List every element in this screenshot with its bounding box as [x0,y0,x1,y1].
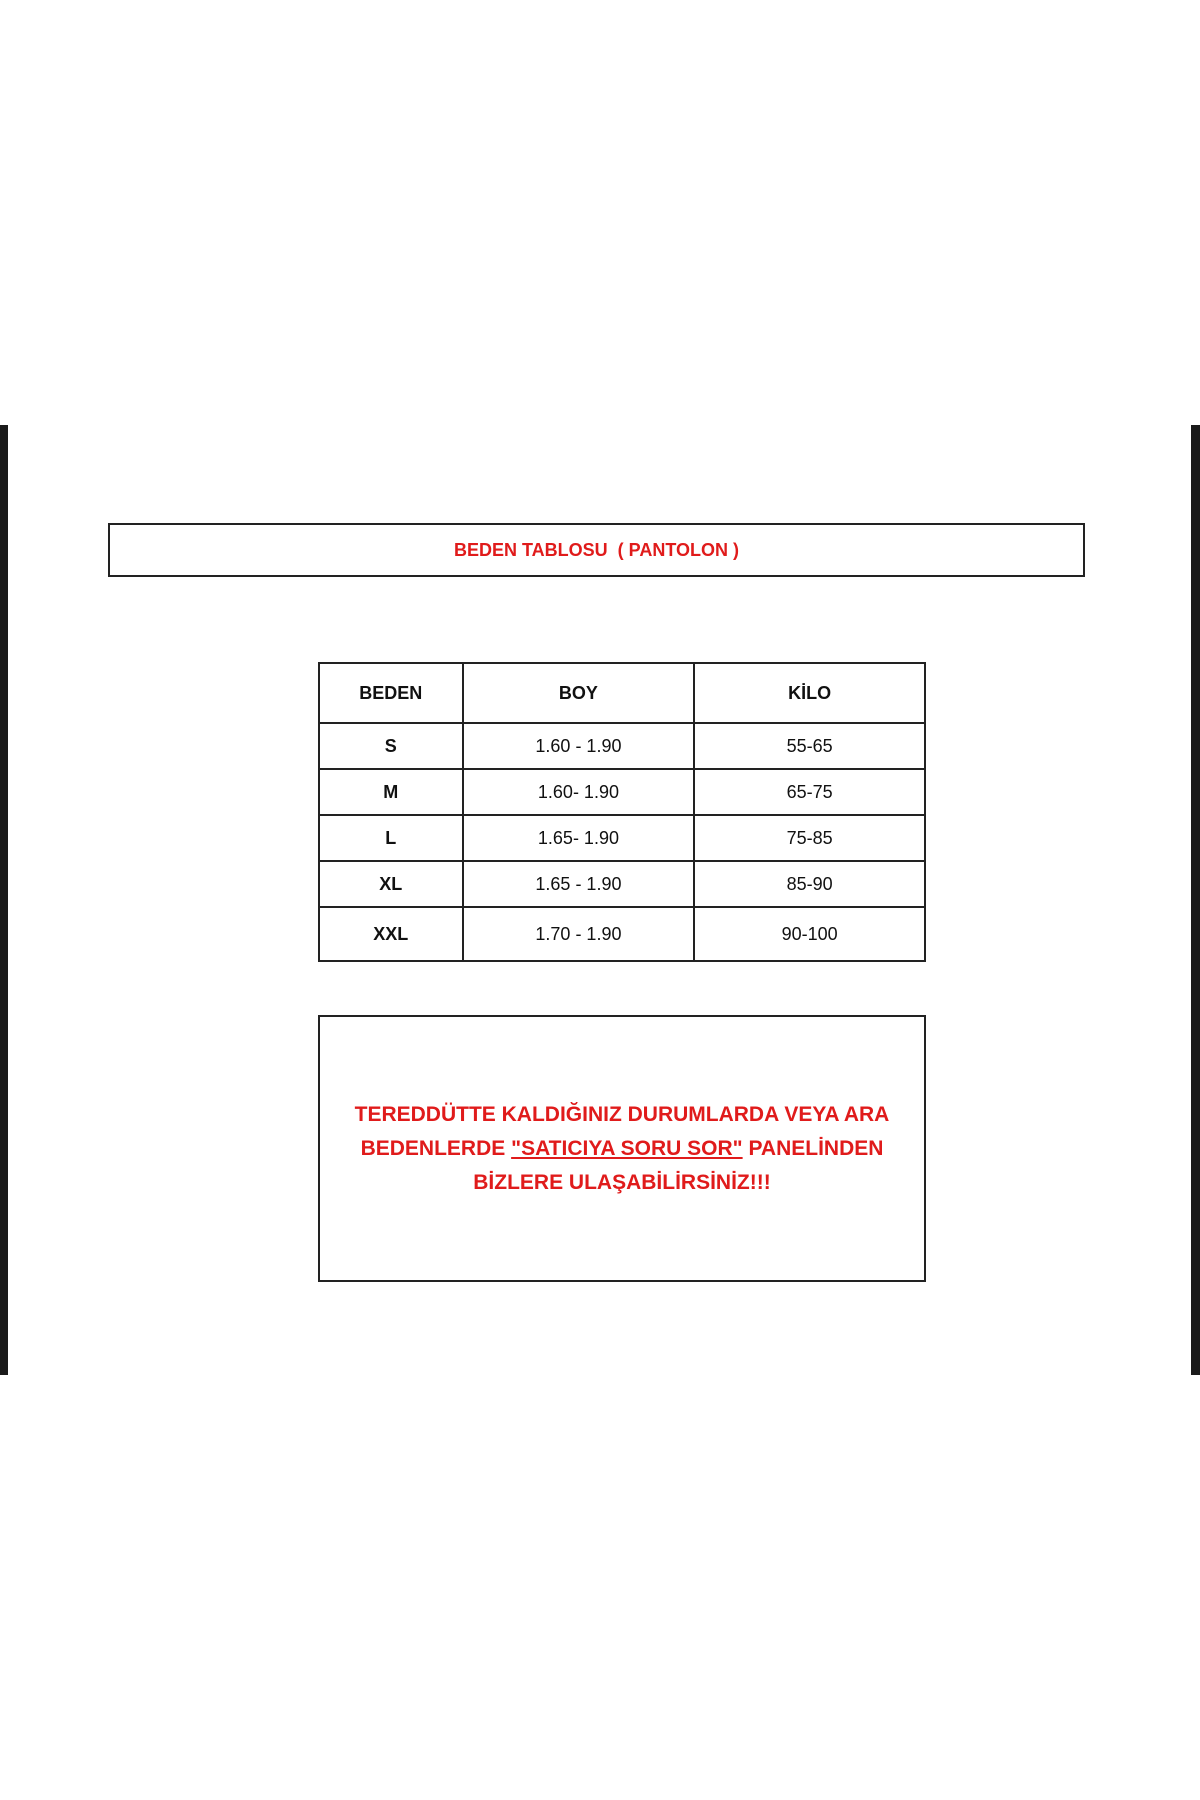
column-header-boy: BOY [463,663,695,723]
page-title: BEDEN TABLOSU ( PANTOLON ) [454,539,739,560]
weight-cell: 85-90 [694,861,925,907]
size-cell: XXL [319,907,463,961]
size-table [318,662,926,962]
weight-cell: 90-100 [694,907,925,961]
size-cell: XL [319,861,463,907]
left-dark-edge [0,425,8,1375]
height-cell: 1.65- 1.90 [463,815,695,861]
size-cell: M [319,769,463,815]
table-header-row [319,663,925,723]
column-header-kilo: KİLO [694,663,925,723]
right-dark-edge [1191,425,1200,1375]
table-row [319,861,925,907]
title-box [108,523,1085,577]
weight-cell: 75-85 [694,815,925,861]
column-header-beden: BEDEN [319,663,463,723]
height-cell: 1.70 - 1.90 [463,907,695,961]
weight-cell: 65-75 [694,769,925,815]
table-row [319,769,925,815]
table-row [319,907,925,961]
notice-text [342,1098,902,1200]
height-cell: 1.65 - 1.90 [463,861,695,907]
weight-cell: 55-65 [694,723,925,769]
table-row [319,723,925,769]
notice-box [318,1015,926,1282]
size-cell: S [319,723,463,769]
height-cell: 1.60 - 1.90 [463,723,695,769]
notice-text-part-1: TEREDDÜTTE KALDIĞINIZ DURUMLARDA VEYA ARA BEDENLERDE [354,1102,890,1160]
table-row [319,815,925,861]
height-cell: 1.60- 1.90 [463,769,695,815]
size-cell: L [319,815,463,861]
notice-text-part-2: PANELİNDEN BİZLERE ULAŞABİLİRSİNİZ!!! [473,1136,884,1194]
ask-seller-link[interactable]: "SATICIYA SORU SOR" [511,1136,743,1160]
